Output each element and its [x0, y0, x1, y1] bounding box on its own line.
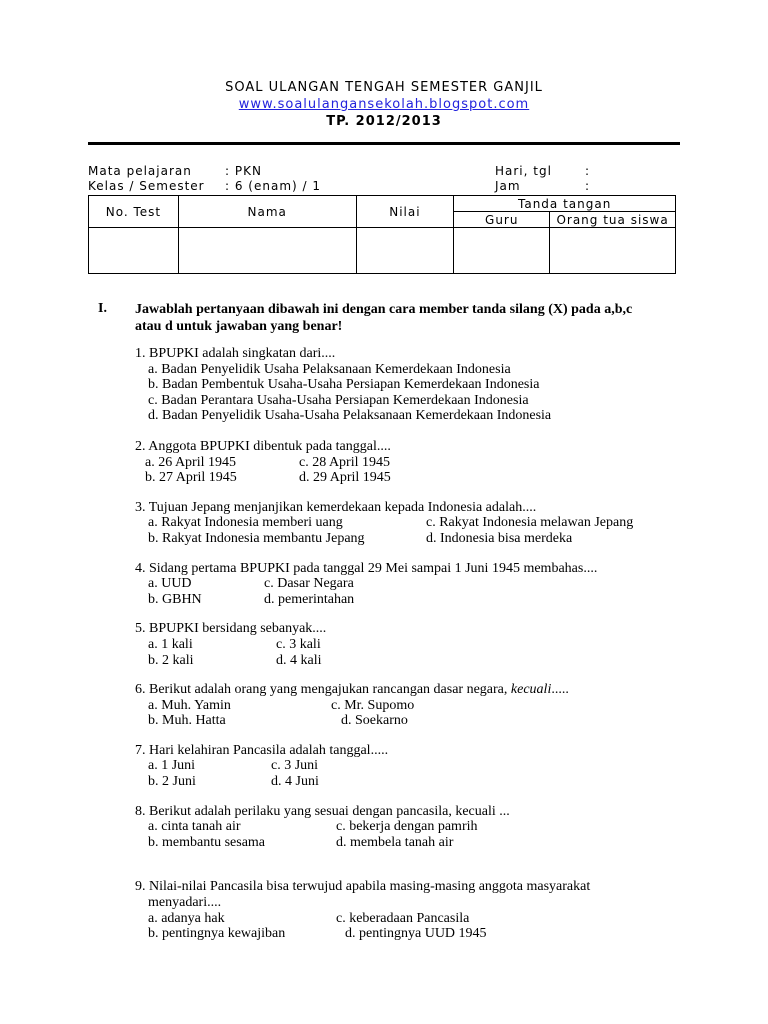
question-6-stem-end: ..... — [551, 682, 569, 698]
question-5-option-c[interactable]: c. 3 kali — [276, 636, 321, 652]
question-9-stem-continued: menyadari.... — [148, 895, 222, 911]
subject-label: Mata pelajaran — [88, 164, 192, 178]
question-3-option-b[interactable]: b. Rakyat Indonesia membantu Jepang — [148, 530, 365, 546]
instruction-line-2: atau d untuk jawaban yang benar! — [135, 319, 343, 334]
question-3 — [135, 500, 695, 547]
question-6-stem-italic: kecuali — [510, 682, 552, 698]
question-9-stem: 9. Nilai-nilai Pancasila bisa terwujud apabila masing-masing anggota masyarakat — [135, 879, 591, 895]
question-4-option-b[interactable]: b. GBHN — [148, 591, 202, 607]
question-9-option-b[interactable]: b. pentingnya kewajiban — [148, 926, 286, 942]
question-4-option-d[interactable]: d. pemerintahan — [264, 591, 355, 607]
nilai-header: Nilai — [356, 196, 454, 228]
document-title: SOAL ULANGAN TENGAH SEMESTER GANJIL — [225, 80, 543, 95]
nama-cell[interactable] — [178, 228, 356, 274]
section-instruction — [135, 301, 680, 335]
question-5-stem: 5. BPUPKI bersidang sebanyak.... — [135, 621, 327, 637]
school-year: TP. 2012/2013 — [326, 114, 442, 129]
website-link[interactable]: www.soalulangansekolah.blogspot.com — [238, 97, 530, 112]
question-5 — [135, 621, 695, 668]
question-7-option-a[interactable]: a. 1 Juni — [148, 758, 196, 774]
question-1-option-d[interactable]: d. Badan Penyelidik Usaha-Usaha Pelaksanaan Kemerdekaan Indonesia — [148, 408, 552, 424]
question-4-stem: 4. Sidang pertama BPUPKI pada tanggal 29 Mei sampai 1 Juni 1945 membahas.... — [135, 560, 598, 576]
question-4 — [135, 561, 695, 608]
question-6-option-d[interactable]: d. Soekarno — [341, 713, 408, 729]
nama-header: Nama — [178, 196, 356, 228]
question-3-stem: 3. Tujuan Jepang menjanjikan kemerdekaan kepada Indonesia adalah.... — [135, 499, 537, 515]
question-2 — [135, 439, 695, 486]
question-2-option-b[interactable]: b. 27 April 1945 — [145, 470, 237, 486]
question-6 — [135, 682, 695, 729]
question-3-option-a[interactable]: a. Rakyat Indonesia memberi uang — [148, 515, 343, 531]
question-6-option-a[interactable]: a. Muh. Yamin — [148, 697, 231, 713]
question-2-option-c[interactable]: c. 28 April 1945 — [299, 454, 390, 470]
question-4-option-c[interactable]: c. Dasar Negara — [264, 576, 354, 592]
day-label: Hari, tgl — [495, 164, 552, 178]
orang-tua-signature-cell[interactable] — [550, 228, 676, 274]
question-8-option-c[interactable]: c. bekerja dengan pamrih — [336, 819, 478, 835]
question-8 — [135, 804, 695, 851]
question-list — [135, 346, 695, 942]
question-4-option-a[interactable]: a. UUD — [148, 576, 192, 592]
day-value: : — [585, 164, 591, 178]
question-7-option-b[interactable]: b. 2 Juni — [148, 774, 196, 790]
question-1-option-b[interactable]: b. Badan Pembentuk Usaha-Usaha Persiapan Kemerdekaan Indonesia — [148, 377, 540, 393]
section-number: I. — [98, 301, 107, 316]
guru-signature-cell[interactable] — [454, 228, 550, 274]
tanda-tangan-header: Tanda tangan — [454, 196, 676, 212]
question-2-option-a[interactable]: a. 26 April 1945 — [145, 454, 236, 470]
question-5-option-a[interactable]: a. 1 kali — [148, 636, 193, 652]
question-8-option-a[interactable]: a. cinta tanah air — [148, 819, 241, 835]
question-1-option-c[interactable]: c. Badan Perantara Usaha-Usaha Persiapan Kemerdekaan Indonesia — [148, 392, 529, 408]
question-7-stem: 7. Hari kelahiran Pancasila adalah tanggal..... — [135, 742, 389, 758]
student-identity-table — [88, 195, 676, 274]
question-3-option-c[interactable]: c. Rakyat Indonesia melawan Jepang — [426, 515, 634, 531]
question-9-option-a[interactable]: a. adanya hak — [148, 910, 225, 926]
question-1-stem: 1. BPUPKI adalah singkatan dari.... — [135, 346, 336, 361]
question-9 — [135, 879, 695, 941]
question-6-option-b[interactable]: b. Muh. Hatta — [148, 713, 226, 729]
question-8-option-b[interactable]: b. membantu sesama — [148, 834, 266, 850]
question-5-option-b[interactable]: b. 2 kali — [148, 652, 194, 668]
question-7-option-d[interactable]: d. 4 Juni — [271, 774, 319, 790]
nilai-cell[interactable] — [356, 228, 454, 274]
question-2-option-d[interactable]: d. 29 April 1945 — [299, 470, 391, 486]
question-3-option-d[interactable]: d. Indonesia bisa merdeka — [426, 530, 573, 546]
instruction-line-1: Jawablah pertanyaan dibawah ini dengan cara member tanda silang (X) pada a,b,c — [135, 302, 633, 317]
question-8-stem: 8. Berikut adalah perilaku yang sesuai dengan pancasila, kecuali ... — [135, 803, 510, 819]
time-value: : — [585, 179, 591, 193]
question-1 — [135, 346, 695, 424]
question-7-option-c[interactable]: c. 3 Juni — [271, 758, 319, 774]
guru-header: Guru — [454, 212, 550, 228]
no-test-header: No. Test — [89, 196, 179, 228]
question-6-stem — [135, 682, 695, 698]
question-8-option-d[interactable]: d. membela tanah air — [336, 834, 454, 850]
time-label: Jam — [495, 179, 521, 193]
header-divider — [88, 142, 680, 145]
question-1-option-a[interactable]: a. Badan Penyelidik Usaha Pelaksanaan Kemerdekaan Indonesia — [148, 361, 511, 377]
question-9-option-d[interactable]: d. pentingnya UUD 1945 — [345, 926, 487, 942]
orang-tua-header: Orang tua siswa — [550, 212, 676, 228]
question-5-option-d[interactable]: d. 4 kali — [276, 652, 322, 668]
question-6-option-c[interactable]: c. Mr. Supomo — [331, 697, 415, 713]
question-2-stem: 2. Anggota BPUPKI dibentuk pada tanggal.... — [135, 438, 391, 454]
class-value: : 6 (enam) / 1 — [225, 179, 322, 193]
question-6-stem-text: 6. Berikut adalah orang yang mengajukan rancangan dasar negara, — [135, 682, 508, 698]
no-test-cell[interactable] — [89, 228, 179, 274]
class-label: Kelas / Semester — [88, 179, 205, 193]
question-9-option-c[interactable]: c. keberadaan Pancasila — [336, 910, 470, 926]
subject-value: : PKN — [225, 164, 262, 178]
question-7 — [135, 743, 695, 790]
